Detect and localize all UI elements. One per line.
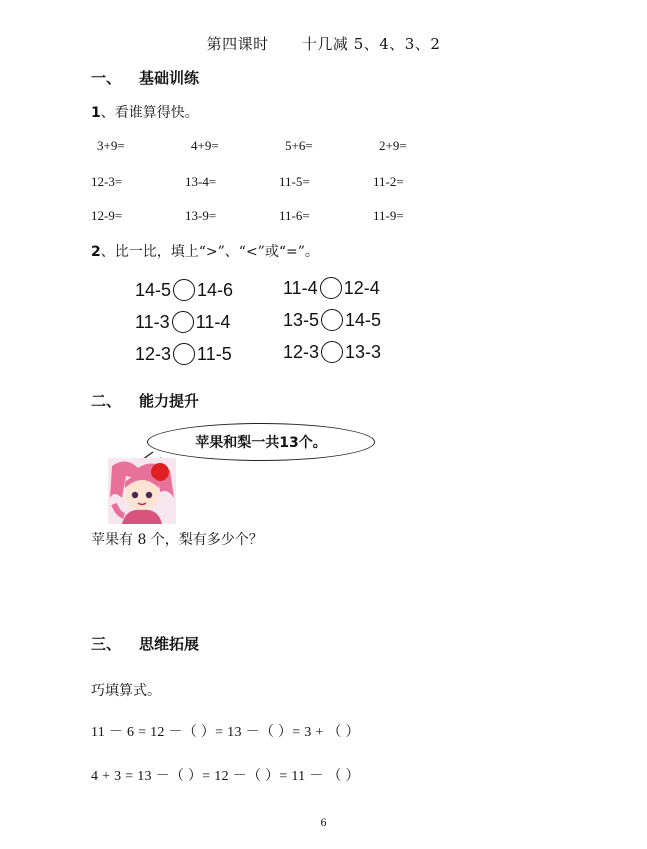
word-problem-question: 苹果有 8 个，梨有多少个？: [91, 532, 263, 548]
page-number: 6: [320, 818, 327, 829]
section-heading-1: [91, 67, 199, 88]
page-title: [0, 33, 647, 54]
answer-circle[interactable]: [321, 309, 343, 331]
lesson-label: 第四课时: [206, 35, 269, 53]
compare-left: 14-5: [135, 279, 172, 300]
answer-circle[interactable]: [321, 341, 343, 363]
section-number: 一、: [91, 69, 122, 87]
section-number: 三、: [91, 635, 122, 653]
speech-bubble-text: 苹果和梨一共13个。: [195, 435, 327, 451]
compare-left: 11-3: [135, 311, 170, 332]
equation: 5+6=: [285, 138, 313, 153]
compare-right: 14-6: [197, 279, 234, 300]
question-2: [91, 241, 319, 261]
question-number: 1: [91, 105, 101, 121]
section-label: 能力提升: [139, 392, 200, 410]
equation: 4+9=: [191, 138, 219, 153]
section-number: 二、: [91, 392, 122, 410]
compare-right: 13-3: [345, 341, 382, 362]
equation: 11-5=: [279, 174, 310, 189]
question-text: 、看谁算得快。: [100, 105, 199, 121]
compare-item: [135, 343, 232, 365]
compare-left: 13-5: [283, 309, 320, 330]
lesson-topic: 十几减 5、4、3、2: [301, 35, 441, 53]
compare-left: 12-3: [135, 343, 172, 364]
compare-right: 11-5: [197, 343, 232, 364]
equation: 11-2=: [373, 174, 404, 189]
section-heading-3: [91, 633, 199, 654]
compare-item: [283, 277, 380, 299]
compare-left: 11-4: [283, 277, 318, 298]
fill-in-equation-2: 4 + 3 = 13 －（ ）= 12 －（ ）= 11 － （ ）: [91, 769, 360, 784]
answer-circle[interactable]: [320, 277, 342, 299]
speech-bubble: [147, 423, 375, 461]
question-text: 、比一比，填上“>”、“<”或“=”。: [100, 244, 319, 260]
compare-item: [135, 311, 230, 333]
compare-left: 12-3: [283, 341, 320, 362]
compare-right: 11-4: [195, 311, 231, 332]
answer-circle[interactable]: [173, 279, 195, 301]
question-number: 2: [91, 244, 101, 260]
equation: 2+9=: [379, 138, 407, 153]
answer-circle[interactable]: [173, 343, 195, 365]
equation: 13-4=: [185, 174, 217, 189]
equation: 12-9=: [91, 208, 123, 223]
section-heading-2: [91, 390, 199, 411]
compare-item: [283, 309, 381, 331]
equation: 3+9=: [97, 138, 125, 153]
fill-in-prompt: 巧填算式。: [91, 683, 161, 699]
compare-item: [135, 279, 233, 301]
fill-in-equation-1: 11 － 6 = 12 －（ ）= 13 －（ ）= 3 + （ ）: [91, 725, 360, 740]
equation: 13-9=: [185, 208, 217, 223]
answer-circle[interactable]: [172, 311, 194, 333]
cartoon-girl-illustration: [108, 458, 176, 524]
equation: 11-6=: [279, 208, 310, 223]
question-1: [91, 102, 199, 122]
section-label: 基础训练: [139, 69, 200, 87]
compare-right: 12-4: [343, 277, 380, 298]
equation: 11-9=: [373, 208, 404, 223]
section-label: 思维拓展: [139, 635, 200, 653]
compare-item: [283, 341, 381, 363]
equation: 12-3=: [91, 174, 123, 189]
compare-right: 14-5: [345, 309, 382, 330]
